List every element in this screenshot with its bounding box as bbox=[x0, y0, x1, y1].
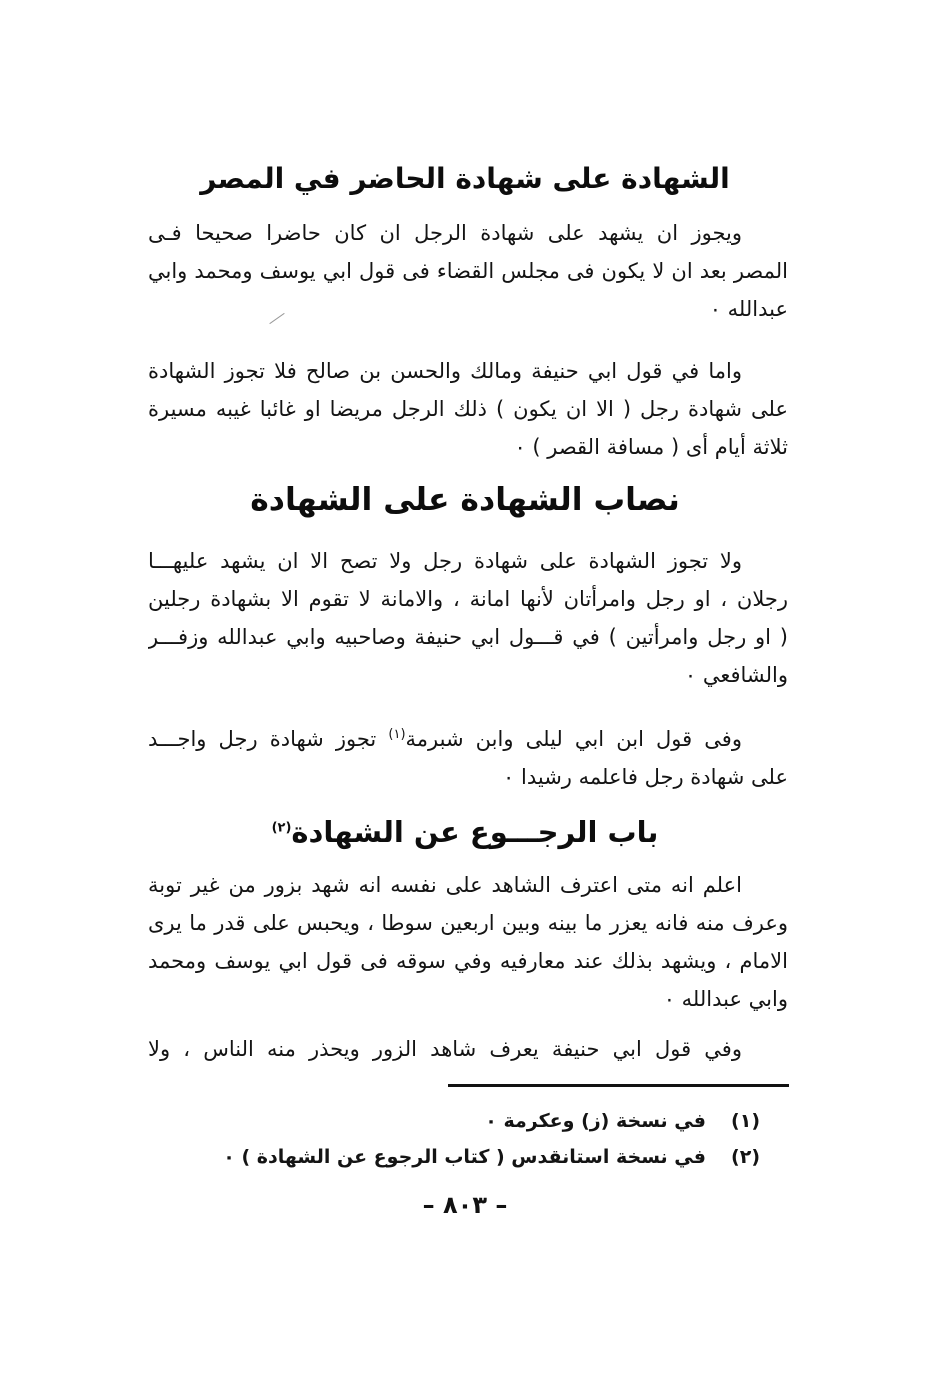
footnote-mark-1: (١) bbox=[388, 727, 406, 742]
heading-text: باب الرجـــوع عن الشهادة bbox=[291, 815, 659, 849]
text-fragment: وفى قول ابن ابي ليلى وابن شبرمة bbox=[405, 727, 742, 751]
footnote-text: في نسخة (ز) وعكرمة ٠ bbox=[485, 1110, 706, 1132]
section-heading-3 bbox=[270, 810, 660, 854]
paragraph-3-1 bbox=[148, 866, 788, 1018]
section-heading-1: الشهادة على شهادة الحاضر في المصر bbox=[200, 162, 730, 195]
text-line: على شهادة رجل فاعلمه رشيدا ٠ bbox=[503, 765, 788, 789]
section-heading-2: نصاب الشهادة على الشهادة bbox=[250, 482, 680, 518]
text-fragment: تجوز شهادة رجل واجـــد bbox=[148, 727, 389, 751]
paragraph-1-1 bbox=[148, 214, 788, 328]
text-line: وعرف منه فانه يعزر ما بينه وبين اربعين سوطا ، ويحبس على قدر ما يرى bbox=[148, 911, 788, 935]
text-line: الامام ، ويشهد بذلك عند معارفيه وفي سوقه فى قول ابي يوسف ومحمد bbox=[148, 949, 788, 973]
text-line: ثلاثة أيام أى ( مسافة القصر ) ٠ bbox=[514, 435, 788, 459]
paragraph-2-1 bbox=[148, 542, 788, 694]
paragraph-2-2 bbox=[148, 720, 788, 796]
paragraph-3-2 bbox=[148, 1030, 788, 1068]
text-line: ويجوز ان يشهد على شهادة الرجل ان كان حاضرا صحيحا فـى bbox=[148, 221, 742, 245]
footnote-mark-2: (٢) bbox=[271, 820, 292, 836]
text-line: المصر بعد ان لا يكون فى مجلس القضاء فى قول ابي يوسف ومحمد وابي bbox=[148, 259, 788, 283]
text-line: رجلان ، او رجل وامرأتان لأنها امانة ، والامانة لا تقوم الا بشهادة رجلين bbox=[148, 587, 788, 611]
text-line: ( او رجل وامرأتين ) في قـــول ابي حنيفة وصاحبيه وابي عبدالله وزفـــر bbox=[148, 625, 788, 649]
text-line: على شهادة رجل ( الا ان يكون ) ذلك الرجل مريضا او غائبا غيبه مسيرة bbox=[148, 397, 788, 421]
text-line: ولا تجوز الشهادة على شهادة رجل ولا تصح الا ان يشهد عليهـــا bbox=[148, 549, 742, 573]
text-line: واما في قول ابي حنيفة ومالك والحسن بن صالح فلا تجوز الشهادة bbox=[148, 359, 742, 383]
text-line: والشافعي ٠ bbox=[684, 663, 788, 687]
text-line bbox=[148, 720, 788, 758]
footnote-2 bbox=[180, 1140, 760, 1174]
footnote-number: (٢) bbox=[731, 1146, 760, 1168]
text-line: عبدالله ٠ bbox=[709, 297, 788, 321]
footnote-text: في نسخة استانقدس ( كتاب الرجوع عن الشهادة ) ٠ bbox=[223, 1146, 706, 1168]
footnote-number: (١) bbox=[731, 1110, 760, 1132]
footnote-1 bbox=[300, 1104, 760, 1138]
text-line: وابي عبدالله ٠ bbox=[663, 987, 788, 1011]
paragraph-1-2 bbox=[148, 352, 788, 466]
text-line: اعلم انه متى اعترف الشاهد على نفسه انه شهد بزور من غير توبة bbox=[148, 873, 742, 897]
page-number: – ٨٠٣ – bbox=[422, 1191, 508, 1219]
text-line: وفي قول ابي حنيفة يعرف شاهد الزور ويحذر منه الناس ، ولا bbox=[148, 1037, 742, 1061]
footnote-divider bbox=[448, 1084, 789, 1087]
